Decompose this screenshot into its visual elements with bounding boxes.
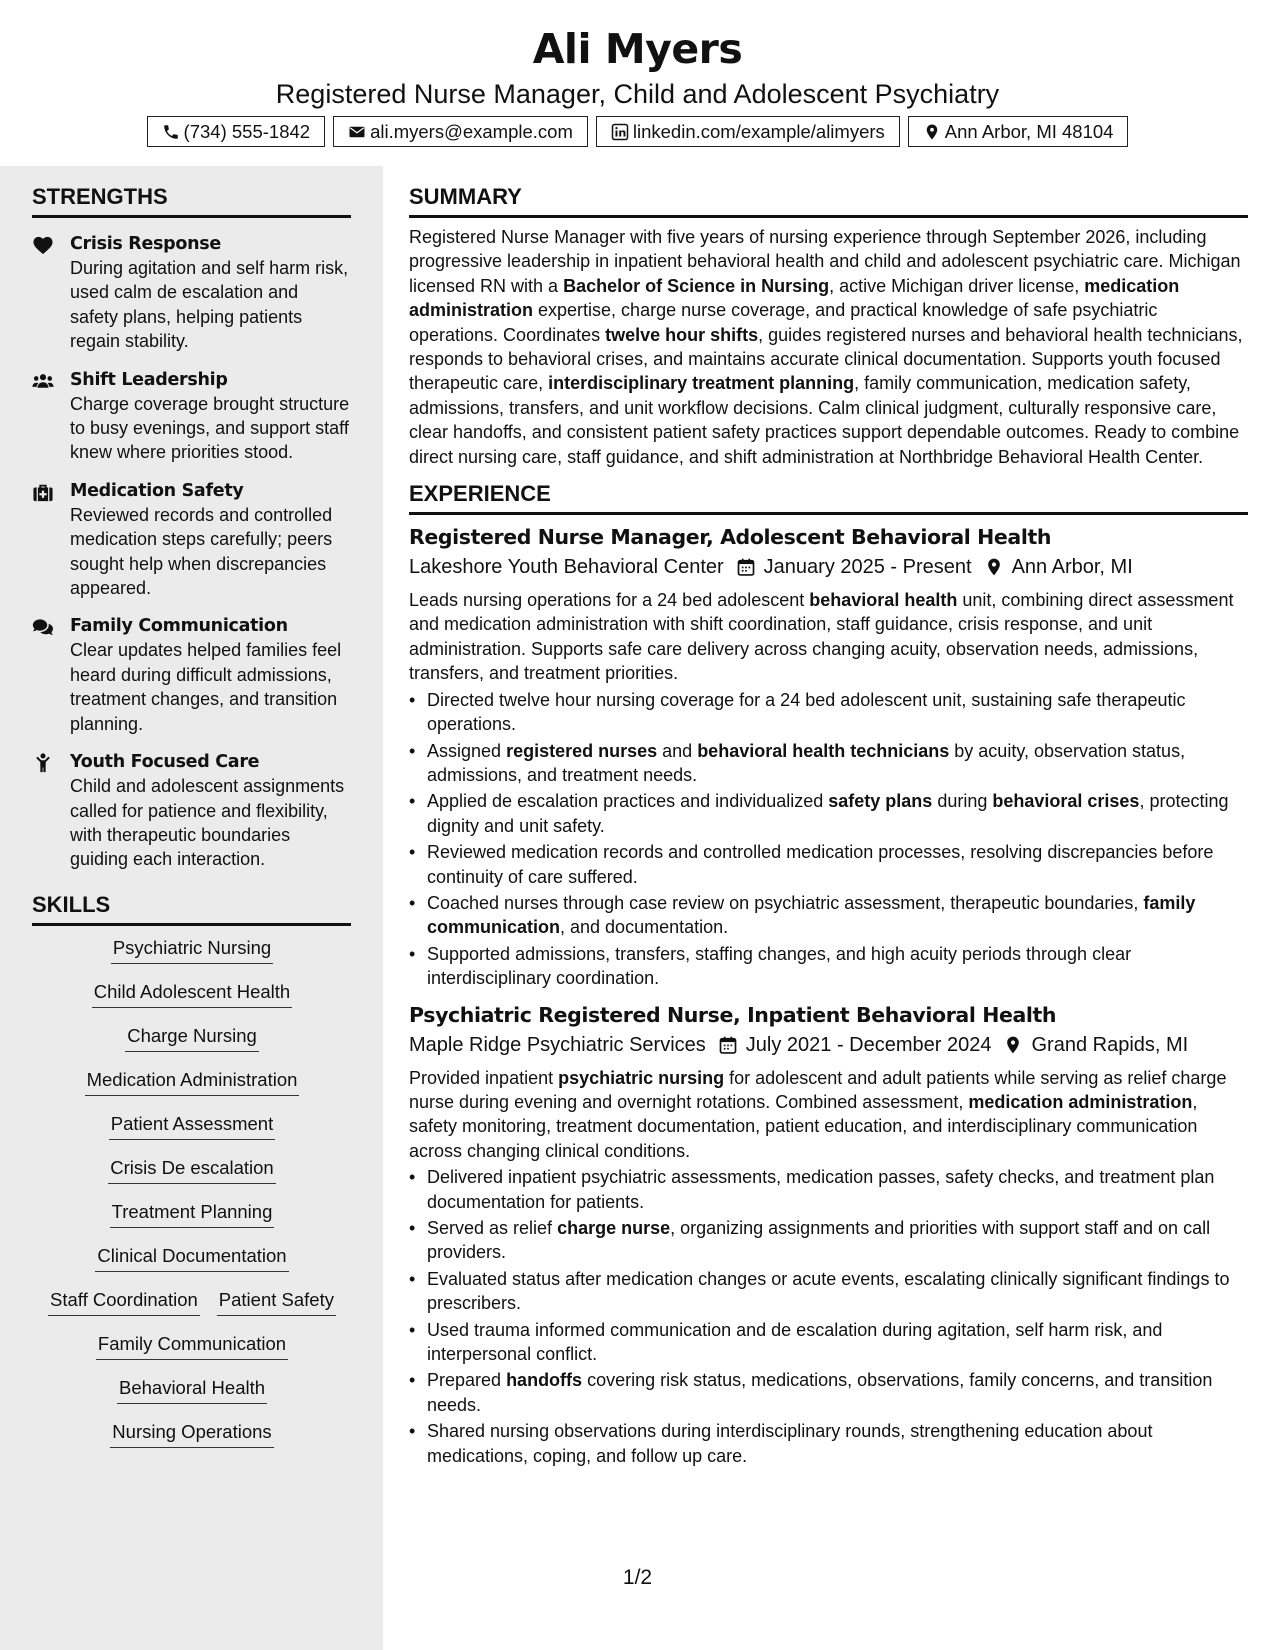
calendar-icon [718,1035,738,1055]
contact-bar [0,116,1275,147]
envelope-icon [348,123,366,141]
candidate-title: Registered Nurse Manager, Child and Adolescent Psychiatry [275,79,1000,109]
calendar-icon [736,557,756,577]
strength-description: Child and adolescent assignments called for patience and flexibility, with therapeutic boundaries guiding each interaction. [70,776,345,870]
sidebar [0,166,383,1650]
job-title: Psychiatric Registered Nurse, Inpatient Behavioral Health [409,1002,1057,1027]
list-item: • Prepared handoffs covering risk status, medications, observations, family concerns, and transition needs. [409,1368,1248,1417]
linkedin-text: linkedin.com/example/alimyers [632,120,885,142]
skills-heading: SKILLS [32,892,351,926]
contact-location [908,116,1129,147]
skill-tag: Charge Nursing [125,1024,259,1052]
map-pin-icon [984,557,1004,577]
strength-title: Family Communication [70,616,288,637]
list-item: • Assigned registered nurses and behavioral health technicians by acuity, observation status, admissions, and treatment needs. [409,739,1248,788]
job-title: Registered Nurse Manager, Adolescent Behavioral Health [409,525,1052,550]
list-item: • Evaluated status after medication changes or acute events, escalating clinically significant findings to prescribers. [409,1267,1248,1316]
map-pin-icon [1003,1035,1023,1055]
strengths-heading: STRENGTHS [32,184,351,218]
job-location: Grand Rapids, MI [1031,1033,1189,1056]
skill-tag: Treatment Planning [110,1200,275,1228]
page-number: 1/2 [622,1566,653,1589]
linkedin-icon [611,123,629,141]
strength-title: Shift Leadership [70,369,228,390]
company-name: Lakeshore Youth Behavioral Center [409,556,724,579]
skills-list [32,936,352,1464]
strength-description: Clear updates helped families feel heard during difficult admissions, treatment changes, and transition planning. [70,640,342,734]
job-bullets [409,688,1248,991]
job-entry [409,523,1248,991]
phone-icon [162,123,180,141]
job-dates: January 2025 - Present [763,556,972,579]
users-icon [32,371,54,391]
skill-tag: Crisis De escalation [108,1156,275,1184]
strength-title: Youth Focused Care [70,752,260,773]
list-item: • Coached nurses through case review on psychiatric assessment, therapeutic boundaries, family communication, and documentation. [409,891,1248,940]
resume-header [0,0,1275,166]
email-text: ali.myers@example.com [370,120,573,142]
list-item: • Shared nursing observations during interdisciplinary rounds, strengthening education about medications, coping, and follow up care. [409,1419,1248,1468]
map-pin-icon [923,123,941,141]
job-meta [409,553,1248,581]
skill-tag: Psychiatric Nursing [111,936,273,964]
comments-icon [32,617,54,637]
contact-linkedin[interactable] [596,116,900,147]
strength-description: Reviewed records and controlled medication steps carefully; peers sought help when discrepancies appeared. [70,504,333,599]
list-item: • Delivered inpatient psychiatric assessments, medication passes, safety checks, and treatment plan documentation for patients. [409,1165,1248,1214]
skill-tag: Patient Safety [217,1288,336,1316]
list-item: • Applied de escalation practices and individualized safety plans during behavioral crises, protecting dignity and unit safety. [409,789,1248,838]
strength-item [32,750,351,872]
phone-text: (734) 555-1842 [183,120,311,142]
job-location: Ann Arbor, MI [1011,556,1133,579]
strength-description: During agitation and self harm risk, used calm de escalation and safety plans, helping patients regain stability. [70,258,349,352]
strength-item [32,479,351,601]
experience-heading: EXPERIENCE [409,481,1248,515]
list-item: • Directed twelve hour nursing coverage for a 24 bed adolescent unit, sustaining safe therapeutic operations. [409,688,1248,737]
job-description: Leads nursing operations for a 24 bed adolescent behavioral health unit, combining direct assessment and medication administration with shift coordination, staff guidance, crisis response, and unit administration. Supports safe care delivery across changing acuity, observation needs, admissions, transfers, and treatment priorities. [409,590,1234,684]
list-item: • Served as relief charge nurse, organizing assignments and priorities with support staff and on call providers. [409,1216,1248,1265]
contact-email[interactable] [333,116,588,147]
main-content [383,166,1275,1650]
child-icon [32,753,54,773]
company-name: Maple Ridge Psychiatric Services [409,1033,706,1056]
skill-tag: Nursing Operations [110,1420,273,1448]
contact-phone[interactable] [147,116,326,147]
skill-tag: Behavioral Health [117,1376,267,1404]
strength-title: Crisis Response [70,234,221,254]
list-item: • Used trauma informed communication and de escalation during agitation, self harm risk, and interpersonal conflict. [409,1318,1248,1367]
skill-tag: Clinical Documentation [95,1244,288,1272]
heart-icon [32,235,54,255]
strength-item [32,232,351,354]
strength-item [32,368,351,465]
list-item: • Supported admissions, transfers, staffing changes, and high acuity periods through clear interdisciplinary coordination. [409,942,1248,991]
job-meta [409,1031,1248,1059]
strength-description: Charge coverage brought structure to busy evenings, and support staff knew where priorities stood. [70,393,350,463]
job-bullets [409,1165,1248,1468]
job-dates: July 2021 - December 2024 [745,1033,992,1056]
job-description: Provided inpatient psychiatric nursing for adolescent and adult patients while serving as relief charge nurse during evening and overnight rotations. Combined assessment, medication administration, safety monitoring, treatment documentation, patient education, and interdisciplinary communication across changing clinical conditions. [409,1067,1227,1161]
summary-heading: SUMMARY [409,184,1248,218]
strength-title: Medication Safety [70,480,244,501]
job-entry [409,1001,1248,1469]
skill-tag: Family Communication [96,1332,288,1360]
summary-text: Registered Nurse Manager with five years of nursing experience through September 2026, including progressive leadership in inpatient behavioral health and child and adolescent psychiatric care. Michigan licensed RN with a Bachelor of Science in Nursing, active Michigan driver license, medication administration expertise, charge nurse coverage, and practical knowledge of safe psychiatric operations. Coordinates twelve hour shifts, guides registered nurses and behavioral health technicians, responds to behavioral crises, and maintains accurate clinical documentation. Supports youth focused therapeutic care, interdisciplinary treatment planning, family communication, medication safety, admissions, transfers, and unit workflow decisions. Calm clinical judgment, culturally responsive care, clear handoffs, and consistent patient safety practices support dependable outcomes. Ready to combine direct nursing care, staff guidance, and shift administration at Northbridge Behavioral Health Center. [409,227,1243,467]
strength-item [32,614,351,736]
skill-tag: Staff Coordination [48,1288,200,1316]
skill-tag: Medication Administration [85,1068,300,1096]
candidate-name: Ali Myers [532,25,743,73]
location-text: Ann Arbor, MI 48104 [944,120,1114,142]
list-item: • Reviewed medication records and controlled medication processes, resolving discrepancies before continuity of care suffered. [409,840,1248,889]
medkit-icon [32,482,54,502]
skill-tag: Patient Assessment [109,1112,275,1140]
skill-tag: Child Adolescent Health [92,980,292,1008]
